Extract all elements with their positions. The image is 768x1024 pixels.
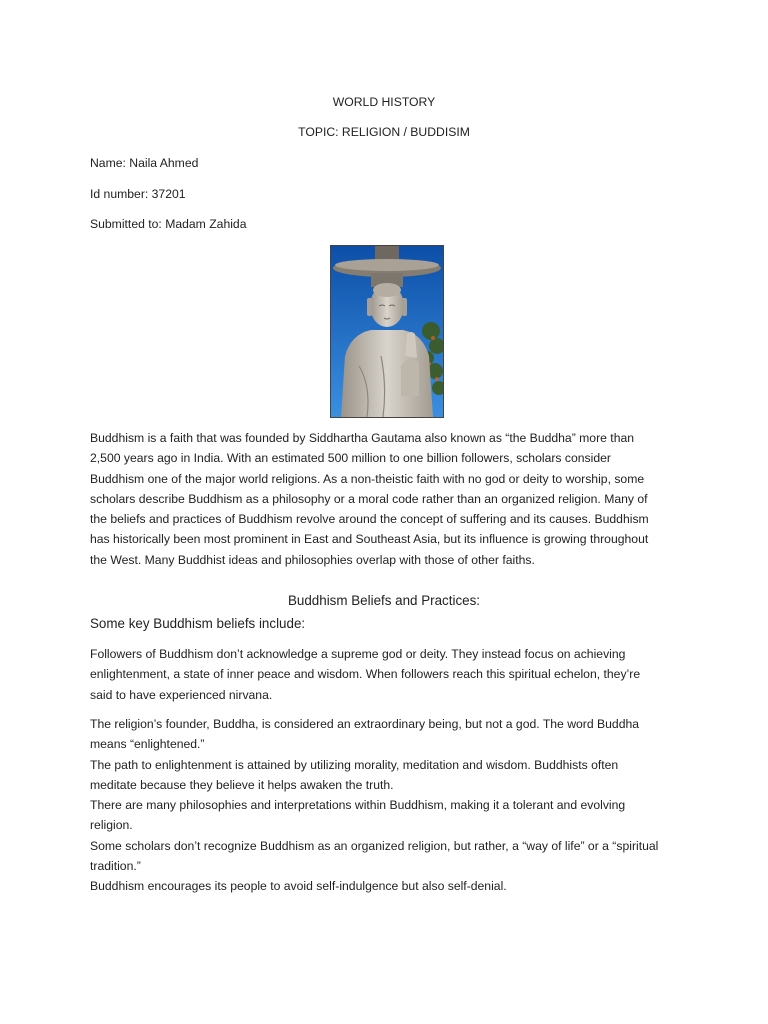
belief-line: Followers of Buddhism don’t acknowledge a supreme god or deity. They instead focus on achieving [90,647,626,661]
intro-line: scholars describe Buddhism as a philosophy or a moral code rather than an organized religion. Many of [90,491,648,506]
intro-paragraph [90,428,690,570]
intro-line: Buddhism is a faith that was founded by Siddhartha Gautama also known as “the Buddha” more than [90,431,635,445]
belief-line: means “enlightened.” [90,737,205,752]
intro-line: the West. Many Buddhist ideas and philosophies overlap with those of other faiths. [90,552,535,567]
section-heading: Buddhism Beliefs and Practices: [287,593,481,608]
belief-line: Some scholars don’t recognize Buddhism as an organized religion, but rather, a “way of life” or a “spiritual [90,838,659,853]
belief-line: The religion’s founder, Buddha, is considered an extraordinary being, but not a god. The word Buddha [90,717,640,731]
buddha-statue-photo [330,245,444,418]
section-subheading: Some key Buddhism beliefs include: [90,616,306,631]
student-name: Name: Naila Ahmed [90,156,199,170]
belief-line: meditate because they believe it helps awaken the truth. [90,777,394,792]
id-number: Id number: 37201 [90,187,186,201]
belief-line: tradition.” [90,859,141,874]
intro-line: has historically been most prominent in East and Southeast Asia, but its influence is growing throughout [90,532,649,547]
intro-line: the beliefs and practices of Buddhism revolve around the concept of suffering and its causes. Buddhism [90,512,649,527]
submitted-to: Submitted to: Madam Zahida [90,217,247,231]
belief-line: The path to enlightenment is attained by utilizing morality, meditation and wisdom. Buddhists often [90,757,619,772]
intro-line: 2,500 years ago in India. With an estimated 500 million to one billion followers, scholars consider [90,451,611,466]
belief-paragraph-2 [90,714,690,897]
intro-line: Buddhism one of the major world religions. As a non-theistic faith with no god or deity to worship, some [90,471,645,486]
belief-paragraph-1 [90,644,690,705]
topic-title: TOPIC: RELIGION / BUDDISIM [298,125,470,139]
belief-line: enlightenment, a state of inner peace and wisdom. When followers reach this spiritual echelon, they’re [90,667,641,682]
belief-line: Buddhism encourages its people to avoid self-indulgence but also self-denial. [90,879,507,894]
belief-line: religion. [90,818,133,833]
belief-line: said to have experienced nirvana. [90,687,273,702]
belief-line: There are many philosophies and interpretations within Buddhism, making it a tolerant and evolving [90,798,626,813]
course-title: WORLD HISTORY [332,95,436,109]
